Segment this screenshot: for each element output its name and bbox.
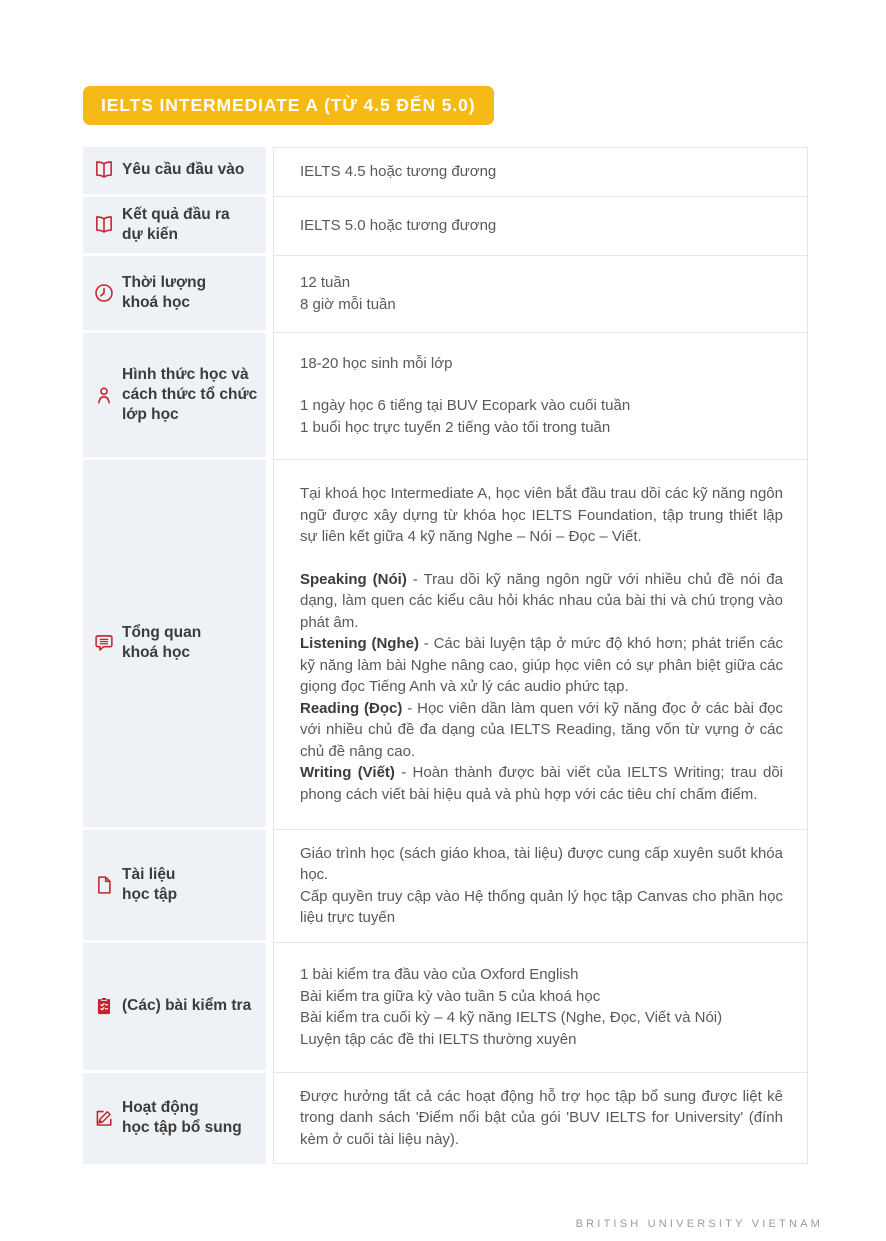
row-value-text: IELTS 5.0 hoặc tương đương xyxy=(300,216,497,234)
row-value-cell xyxy=(273,460,808,830)
clock-icon xyxy=(93,282,115,304)
row-value-text: 1 bài kiểm tra đầu vào của Oxford English Bài kiểm tra giữa kỳ vào tuần 5 của khoá học Bài kiểm tra cuối kỳ – 4 kỹ năng IELTS (Nghe, Đọc, Viết và Nói) Luyện tập các đề thi IELTS thường xuyên xyxy=(300,966,723,1048)
row-label: Thời lượng khoá học xyxy=(122,273,207,311)
skill-name: Reading (Đọc) xyxy=(300,699,403,717)
table-row xyxy=(83,460,808,830)
row-value-text: 18-20 học sinh mỗi lớp xyxy=(300,354,453,372)
open-book-icon xyxy=(93,214,115,236)
row-value-text: Tại khoá học Intermediate A, học viên bắt đầu trau dồi các kỹ năng ngôn ngữ được xây dựng từ khóa học IELTS Foundation, tập trung thiết lập sự liên kết giữa 4 kỹ năng Nghe – Nói – Đọc – Viết. xyxy=(300,485,783,545)
row-value-text: Được hưởng tất cả các hoạt động hỗ trợ học tập bổ sung được liệt kê trong danh sách 'Điểm nổi bật của gói 'BUV IELTS for University' (đính kèm ở cuối tài liệu này). xyxy=(300,1087,783,1148)
row-header-cell xyxy=(83,147,266,194)
row-label: Hình thức học và cách thức tổ chức lớp học xyxy=(122,365,258,423)
course-title: IELTS INTERMEDIATE A (TỪ 4.5 ĐẾN 5.0) xyxy=(101,95,476,115)
footer-brand: BRITISH UNIVERSITY VIETNAM xyxy=(575,1218,823,1230)
course-title-banner xyxy=(83,86,494,125)
row-header-cell xyxy=(83,256,266,330)
course-table xyxy=(83,147,808,1164)
pencil-square-icon xyxy=(93,1107,115,1129)
table-row xyxy=(83,333,808,460)
row-value-text: 1 ngày học 6 tiếng tại BUV Ecopark vào cuối tuần 1 buổi học trực tuyến 2 tiếng vào tối trong tuần xyxy=(300,397,631,436)
row-value-cell xyxy=(273,830,808,943)
skill-description: Listening (Nghe) - Các bài luyện tập ở mức độ khó hơn; phát triển các kỹ năng làm bài Nghe nâng cao, giúp học viên có sự phân biệt giữa các giọng đọc Tiếng Anh và xử lý các audio phức tạp. xyxy=(300,635,783,695)
table-row xyxy=(83,1073,808,1165)
row-value-cell xyxy=(273,943,808,1073)
row-value-text: IELTS 4.5 hoặc tương đương xyxy=(300,163,497,180)
row-label: Kết quả đầu ra dự kiến xyxy=(122,205,230,243)
row-value-cell xyxy=(273,197,808,256)
row-label: Hoạt động học tập bổ sung xyxy=(122,1099,242,1137)
row-label: (Các) bài kiểm tra xyxy=(122,997,252,1014)
chat-bubble-icon xyxy=(93,632,115,654)
row-value-cell xyxy=(273,1073,808,1165)
clipboard-icon xyxy=(93,995,115,1017)
skill-name: Writing (Viết) xyxy=(300,764,395,781)
document-icon xyxy=(93,874,115,896)
skill-description: Speaking (Nói) - Trau dồi kỹ năng ngôn ngữ với nhiều chủ đề nói đa dạng, làm quen các kiểu câu hỏi khác nhau của bài thi và chú trọng vào phát âm. xyxy=(300,570,783,631)
row-header-cell xyxy=(83,943,266,1070)
table-row xyxy=(83,830,808,943)
row-value-cell xyxy=(273,333,808,460)
skill-name: Speaking (Nói) xyxy=(300,570,407,588)
row-header-cell xyxy=(83,333,266,457)
row-label: Yêu cầu đầu vào xyxy=(122,161,245,179)
row-header-cell xyxy=(83,460,266,827)
open-book-icon xyxy=(93,159,115,181)
row-value-text: 12 tuần 8 giờ mỗi tuần xyxy=(300,274,396,313)
table-row xyxy=(83,943,808,1073)
row-value-cell xyxy=(273,147,808,197)
skill-description: Reading (Đọc) - Học viên dần làm quen với kỹ năng đọc ở các bài đọc với nhiều chủ đề đa dạng của IELTS Reading, tăng vốn từ vựng ở các chủ đề nâng cao. xyxy=(300,699,784,760)
table-row xyxy=(83,256,808,333)
table-row xyxy=(83,147,808,197)
person-icon xyxy=(93,384,115,406)
row-value-cell xyxy=(273,256,808,333)
skill-name: Listening (Nghe) xyxy=(300,635,419,652)
row-header-cell xyxy=(83,1073,266,1165)
row-header-cell xyxy=(83,830,266,940)
table-row xyxy=(83,197,808,256)
row-value-text: Giáo trình học (sách giáo khoa, tài liệu) được cung cấp xuyên suốt khóa học. Cấp quyền truy cập vào Hệ thống quản lý học tập Canvas cho phần học liệu trực tuyến xyxy=(300,844,783,926)
row-label: Tổng quan khoá học xyxy=(122,624,202,661)
skill-description: Writing (Viết) - Hoàn thành được bài viết của IELTS Writing; trau dồi phong cách viết bài hiệu quả và phù hợp với các tiêu chí chấm điểm. xyxy=(300,764,783,803)
row-header-cell xyxy=(83,197,266,253)
row-label: Tài liệu học tập xyxy=(122,865,178,903)
